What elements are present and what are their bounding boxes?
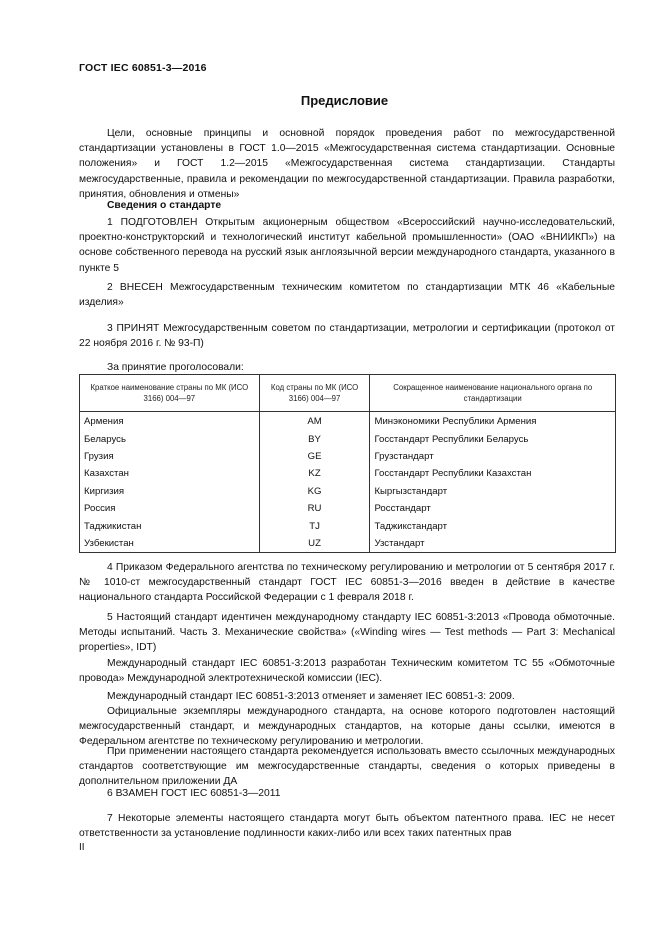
agency-cell: Узстандарт [370,535,616,553]
code-cell: BY [259,430,370,447]
page-title: Предисловие [300,93,389,108]
item-5-application-paragraph: При применении настоящего стандарта рекомендуется использовать вместо ссылочных международных стандартов соответствующие им межгосударственные стандарты, сведения о которых приведены в дополнительном приложении ДА [79,746,615,788]
item-7-paragraph: 7 Некоторые элементы настоящего стандарта могут быть объектом патентного права. IEC не несет ответственности за установление подлинности каких-либо или всех таких патентных прав [79,813,615,840]
country-cell: Беларусь [80,430,260,447]
agency-cell: Госстандарт Республики Беларусь [370,430,616,447]
item-2-paragraph: 2 ВНЕСЕН Межгосударственным техническим комитетом по стандартизации МТК 46 «Кабельные изделия» [79,282,615,309]
country-cell: Киргизия [80,483,260,500]
table-header-row [80,375,616,412]
page-number: II [79,842,85,853]
code-cell: KZ [259,465,370,482]
intro-paragraph: Цели, основные принципы и основной порядок проведения работ по межгосударственной стандартизации установлены в ГОСТ 1.0—2015 «Межгосударственная система стандартизации. Основные положения» и ГОСТ 1.2—2015 «Межгосударственная система стандартизации. Стандарты межгосударственные, правила и рекомендации по межгосударственной стандартизации. Правила разработки, принятия, обновления и отмены» [79,128,615,200]
table-row [80,430,616,447]
table-row [80,517,616,534]
code-cell: TJ [259,517,370,534]
column-header-country: Краткое наименование страны по МК (ИСО 3166) 004—97 [80,375,260,412]
country-cell: Россия [80,500,260,517]
item-5-copies-paragraph: Официальные экземпляры международного стандарта, на основе которого подготовлен настоящий межгосударственный стандарт, и международных стандартов, на которые даны ссылки, имеются в Федеральном агентстве по техническому регулированию и метрологии. [79,706,615,748]
table-row [80,465,616,482]
column-header-agency: Сокращенное наименование национального органа по стандартизации [370,375,616,412]
column-header-code: Код страны по МК (ИСО 3166) 004—97 [259,375,370,412]
item-3-paragraph: 3 ПРИНЯТ Межгосударственным советом по стандартизации, метрологии и сертификации (протокол от 22 ноября 2016 г. № 93-П) [79,323,615,350]
item-5-paragraph: 5 Настоящий стандарт идентичен международному стандарту IEC 60851-3:2013 «Провода обмоточные. Методы испытаний. Часть 3. Механические свойства» («Winding wires — Test methods — Part 3: Mechanical properties», IDT) [79,612,615,654]
agency-cell: Таджикстандарт [370,517,616,534]
item-4-paragraph: 4 Приказом Федерального агентства по техническому регулированию и метрологии от 5 сентября 2017 г. № 1010-ст межгосударственный стандарт ГОСТ IEC 60851-3—2016 введен в действие в качестве национального стандарта Российской Федерации с 1 февраля 2018 г. [79,562,615,604]
section-heading: Сведения о стандарте [107,200,222,211]
code-cell: UZ [259,535,370,553]
code-cell: AM [259,412,370,431]
document-header: ГОСТ IEC 60851-3—2016 [79,62,207,74]
agency-cell: Кыргызстандарт [370,483,616,500]
table-row [80,500,616,517]
country-cell: Узбекистан [80,535,260,553]
code-cell: RU [259,500,370,517]
item-5-developer-paragraph: Международный стандарт IEC 60851-3:2013 разработан Техническим комитетом ТС 55 «Обмоточные провода» Международной электротехнической комиссии (IEC). [79,658,615,685]
agency-cell: Росстандарт [370,500,616,517]
item-6-paragraph: 6 ВЗАМЕН ГОСТ IEC 60851-3—2011 [107,788,281,799]
agency-cell: Минэкономики Республики Армения [370,412,616,431]
agency-cell: Грузстандарт [370,448,616,465]
country-cell: Армения [80,412,260,431]
agency-cell: Госстандарт Республики Казахстан [370,465,616,482]
table-row [80,535,616,553]
country-cell: Таджикистан [80,517,260,534]
country-cell: Грузия [80,448,260,465]
voting-table [79,374,616,553]
table-row [80,483,616,500]
code-cell: GE [259,448,370,465]
country-cell: Казахстан [80,465,260,482]
item-1-paragraph: 1 ПОДГОТОВЛЕН Открытым акционерным обществом «Всероссийский научно-исследовательский, проектно-конструкторский и технологический институт кабельной промышленности» (ОАО «ВНИИКП») на основе собственного перевода на русский язык англоязычной версии международного стандарта, указанного в пункте 5 [79,217,615,274]
vote-caption: За принятие проголосовали: [107,362,244,373]
table-row [80,412,616,431]
table-row [80,448,616,465]
code-cell: KG [259,483,370,500]
item-5-replaces-paragraph: Международный стандарт IEC 60851-3:2013 отменяет и заменяет IEC 60851-3: 2009. [107,691,515,702]
